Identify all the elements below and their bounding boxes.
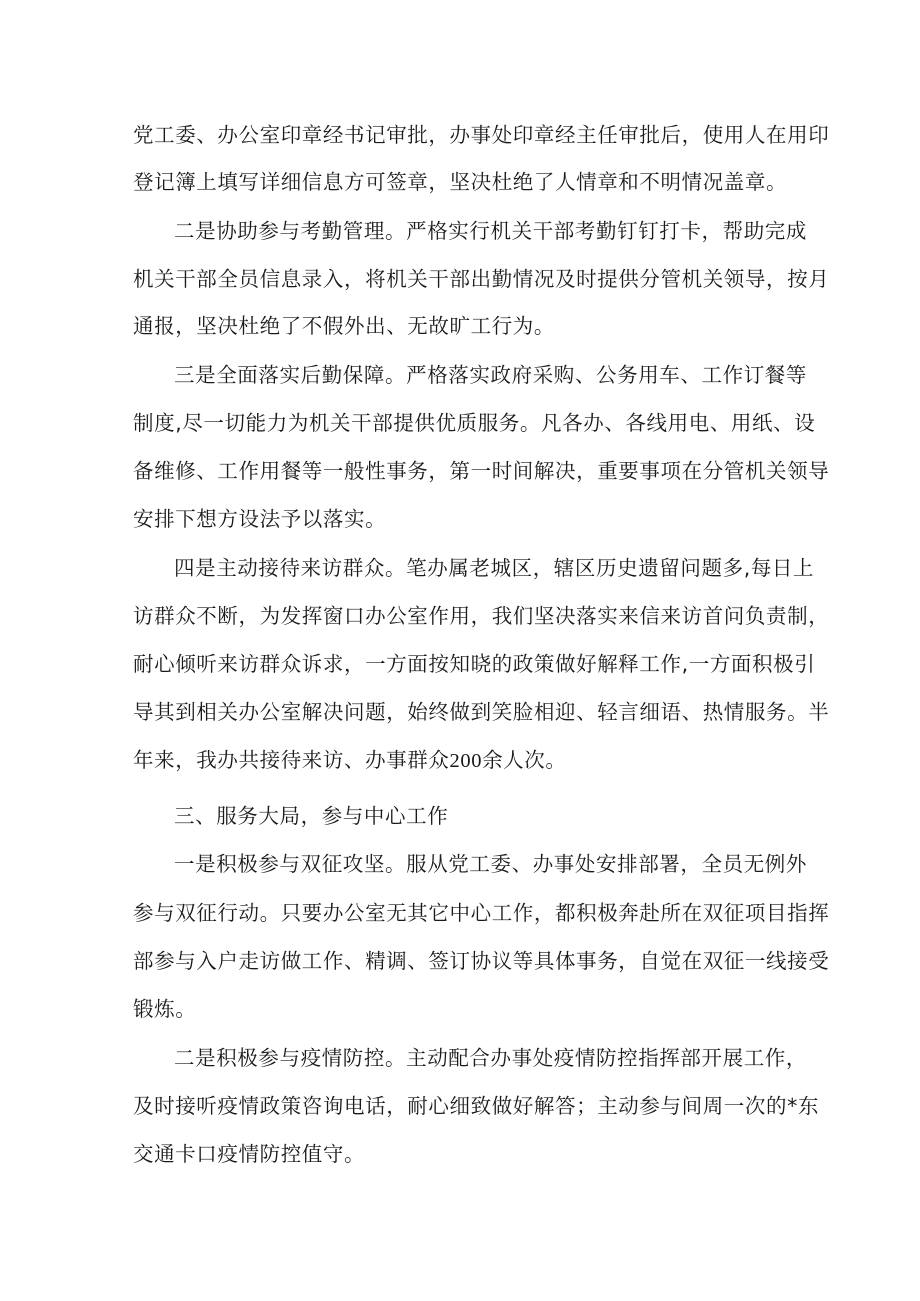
paragraph-6-line-2: 及时接听疫情政策咨询电话，耐心细致做好解答；主动参与间周一次的*东 (133, 1094, 820, 1118)
paragraph-3-line-2: 制度,尽一切能力为机关干部提供优质服务。凡各办、各线用电、用纸、设 (133, 411, 816, 435)
paragraph-3-line-4: 安排下想方设法予以落实。 (133, 507, 387, 531)
paragraph-4-line-3: 耐心倾听来访群众诉求，一方面按知晓的政策做好解释工作,一方面积极引 (133, 652, 816, 676)
paragraph-4-line-5 (133, 746, 566, 774)
paragraph-3-line-3: 备维修、工作用餐等一般性事务，第一时间解决，重要事项在分管机关领导 (133, 459, 830, 483)
section-heading: 三、服务大局，参与中心工作 (174, 804, 449, 828)
paragraph-2-line-3: 通报，坚决杜绝了不假外出、无故旷工行为。 (133, 314, 555, 338)
paragraph-5-line-4: 锻炼。 (133, 997, 197, 1021)
paragraph-4-line-4: 导其到相关办公室解决问题，始终做到笑脸相迎、轻言细语、热情服务。半 (133, 700, 830, 724)
paragraph-6-line-3: 交通卡口疫情防控值守。 (133, 1142, 366, 1166)
paragraph-5-line-1: 一是积极参与双征攻坚。服从党工委、办事处安排部署，全员无例外 (174, 852, 807, 876)
paragraph-2-line-1: 二是协助参与考勤管理。严格实行机关干部考勤钉钉打卡，帮助完成 (174, 219, 807, 243)
paragraph-6-line-1: 二是积极参与疫情防控。主动配合办事处疫情防控指挥部开展工作， (174, 1046, 807, 1070)
paragraph-4-line-1: 四是主动接待来访群众。笔办属老城区，辖区历史遗留问题多,每日上 (174, 556, 815, 580)
paragraph-5-line-3: 部参与入户走访做工作、精调、签订协议等具体事务，自觉在双征一线接受 (133, 949, 830, 973)
paragraph-4-line-5-text: 年来，我办共接待来访、办事群众 (133, 748, 450, 772)
paragraph-3-line-1: 三是全面落实后勤保障。严格落实政府采购、公务用车、工作订餐等 (174, 363, 807, 387)
paragraph-1-line-1: 党工委、办公室印章经书记审批，办事处印章经主任审批后，使用人在用印 (133, 123, 830, 147)
paragraph-4-line-2: 访群众不断，为发挥窗口办公室作用，我们坚决落实来信来访首问负责制， (133, 604, 830, 628)
paragraph-1-line-2: 登记簿上填写详细信息方可签章，坚决杜绝了人情章和不明情况盖章。 (133, 170, 788, 194)
paragraph-2-line-2: 机关干部全员信息录入，将机关干部出勤情况及时提供分管机关领导，按月 (133, 267, 830, 291)
visitor-count: 200 (449, 750, 483, 772)
paragraph-5-line-2: 参与双征行动。只要办公室无其它中心工作，都积极奔赴所在双征项目指挥 (133, 901, 830, 925)
paragraph-4-line-5-tail: 余人次。 (482, 748, 567, 772)
